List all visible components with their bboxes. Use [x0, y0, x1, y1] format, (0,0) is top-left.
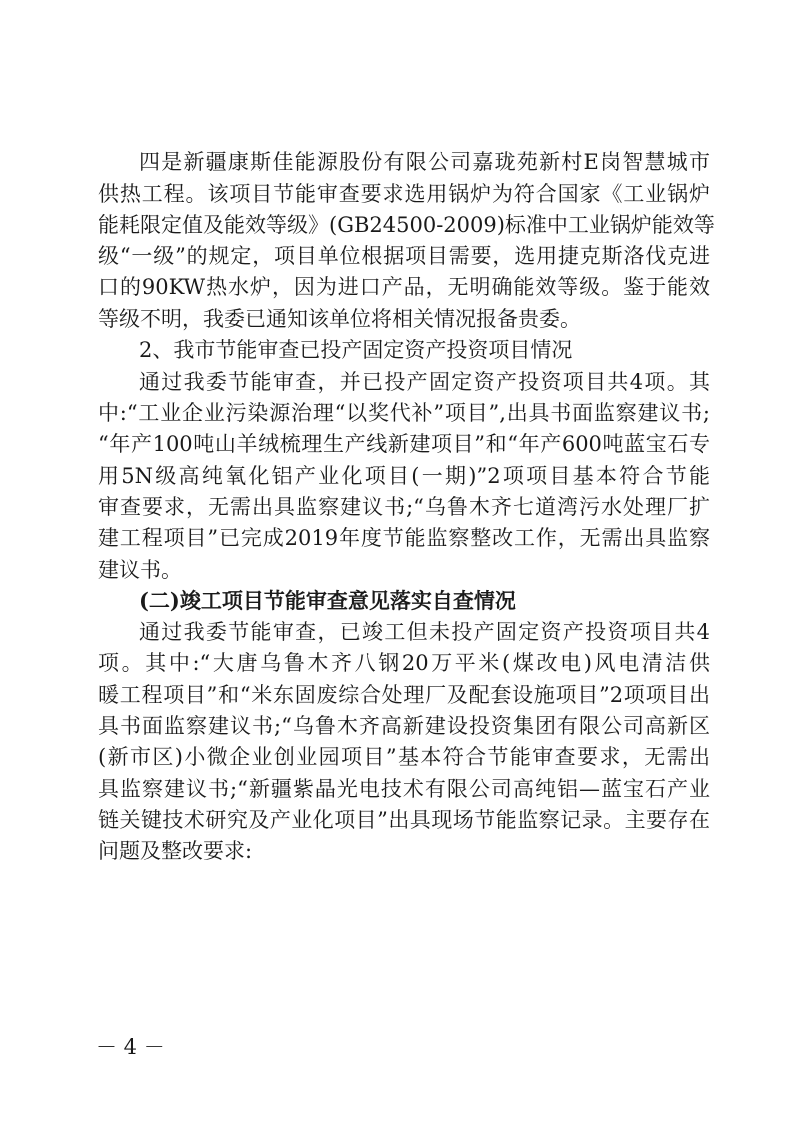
paragraph-line: 能耗限定值及能效等级》(GB24500-2009)标准中工业锅炉能效等 — [98, 213, 715, 237]
section-heading: 2、我市节能审查已投产固定资产投资项目情况 — [139, 338, 573, 362]
paragraph-line: 具监察建议书;“新疆紫晶光电技术有限公司高纯铝—蓝宝石产业 — [98, 777, 710, 801]
paragraph-line: 四是新疆康斯佳能源股份有限公司嘉珑苑新村E岗智慧城市 — [139, 150, 710, 174]
paragraph-line: 通过我委节能审查，已竣工但未投产固定资产投资项目共4 — [139, 620, 710, 644]
paragraph-line: 用5N级高纯氧化铝产业化项目(一期)”2项项目基本符合节能 — [98, 464, 710, 488]
paragraph-line: 链关键技术研究及产业化项目”出具现场节能监察记录。主要存在 — [98, 808, 710, 832]
paragraph-line: 中:“工业企业污染源治理“以奖代补”项目”,出具书面监察建议书; — [98, 401, 710, 425]
section-heading: (二)竣工项目节能审查意见落实自查情况 — [139, 588, 516, 613]
paragraph-line: 审查要求，无需出具监察建议书;“乌鲁木齐七道湾污水处理厂扩 — [98, 495, 710, 519]
paragraph-line: 建工程项目”已完成2019年度节能监察整改工作，无需出具监察 — [98, 526, 710, 550]
paragraph-line: “年产100吨山羊绒梳理生产线新建项目”和“年产600吨蓝宝石专 — [98, 432, 710, 456]
paragraph-line: (新市区)小微企业创业园项目”基本符合节能审查要求，无需出 — [98, 745, 710, 769]
paragraph-line: 项。其中:“大唐乌鲁木齐八钢20万平米(煤改电)风电清洁供 — [98, 651, 710, 675]
page-number: － 4 － — [96, 1035, 165, 1059]
paragraph-line: 等级不明，我委已通知该单位将相关情况报备贵委。 — [98, 307, 581, 331]
paragraph-line: 建议书。 — [98, 558, 182, 582]
paragraph-line: 供热工程。该项目节能审查要求选用锅炉为符合国家《工业锅炉 — [98, 182, 710, 206]
paragraph-line: 级“一级”的规定，项目单位根据项目需要，选用捷克斯洛伐克进 — [98, 244, 710, 268]
paragraph-line: 暖工程项目”和“米东固废综合处理厂及配套设施项目”2项项目出 — [98, 683, 710, 707]
paragraph-line: 通过我委节能审查，并已投产固定资产投资项目共4项。其 — [139, 370, 710, 394]
paragraph-line: 问题及整改要求: — [98, 839, 253, 863]
paragraph-line: 口的90KW热水炉，因为进口产品，无明确能效等级。鉴于能效 — [98, 275, 710, 299]
paragraph-line: 具书面监察建议书;“乌鲁木齐高新建设投资集团有限公司高新区 — [98, 714, 710, 738]
